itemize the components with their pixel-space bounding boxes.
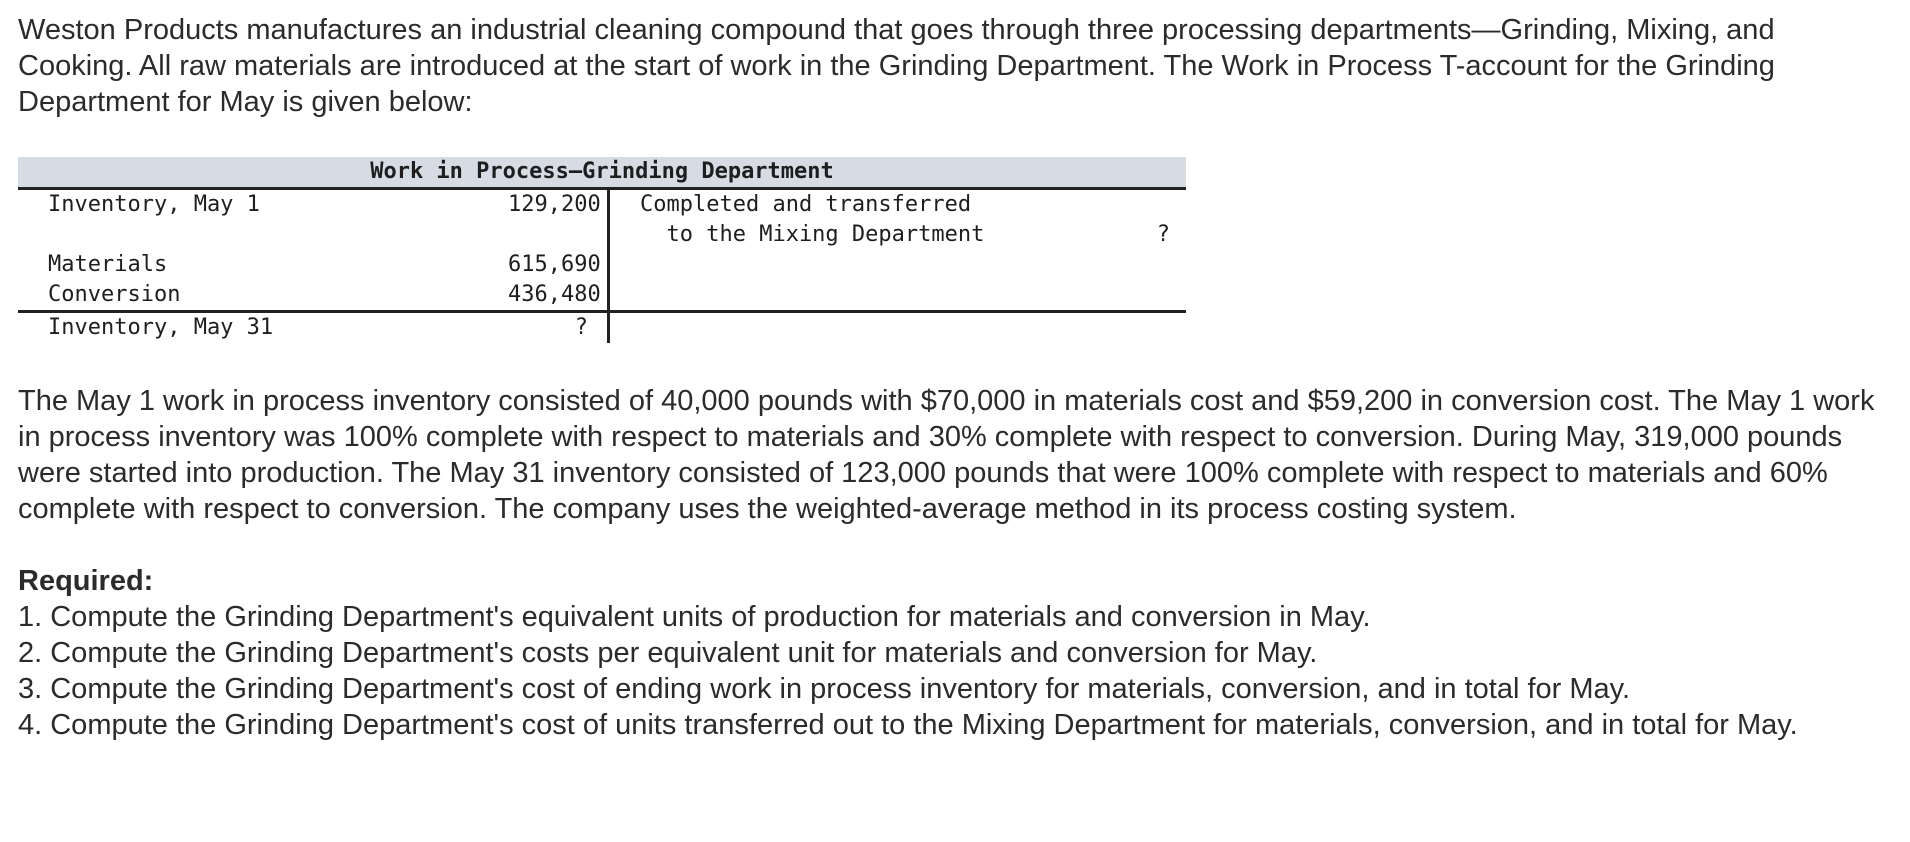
t-account-row — [18, 220, 1186, 250]
debit-label: Inventory, May 1 — [48, 192, 260, 217]
debit-label — [18, 220, 508, 250]
t-account-row — [18, 280, 1186, 310]
debit-label: Conversion — [48, 282, 181, 307]
debit-label: Inventory, May 31 — [48, 315, 274, 340]
required-item: 2. Compute the Grinding Department's costs per equivalent unit for materials and conversion for May. — [18, 637, 1318, 669]
t-account-divider — [588, 190, 610, 220]
required-heading: Required: — [18, 565, 154, 597]
problem-page — [18, 12, 1890, 743]
required-item: 1. Compute the Grinding Department's equivalent units of production for materials and conversion in May. — [18, 601, 1371, 633]
credit-amount — [1130, 250, 1170, 280]
credit-amount — [1130, 280, 1170, 310]
credit-label — [640, 280, 1130, 310]
debit-amount: 436,480 — [508, 282, 601, 307]
debit-amount: ? — [574, 315, 588, 340]
debit-label: Materials — [48, 252, 168, 277]
t-account-divider — [588, 280, 610, 310]
required-item: 4. Compute the Grinding Department's cost of units transferred out to the Mixing Department for materials, conversion, and in total for May. — [18, 709, 1798, 741]
t-account-divider — [588, 313, 610, 343]
credit-label: to the Mixing Department — [640, 222, 985, 247]
intro-paragraph: Weston Products manufactures an industrial cleaning compound that goes through three processing departments—Grinding, Mixing, and Cooking. All raw materials are introduced at the start of work in the Grinding Department. The Work in Process T-account for the Grinding Department for May is given below: — [18, 14, 1775, 118]
t-account-row — [18, 250, 1186, 280]
required-item: 3. Compute the Grinding Department's cost of ending work in process inventory for materials, conversion, and in total for May. — [18, 673, 1631, 705]
credit-amount — [1130, 313, 1170, 343]
t-account-divider — [588, 250, 610, 280]
credit-amount — [1130, 190, 1170, 220]
t-account-balance-row — [18, 310, 1186, 343]
debit-amount: 615,690 — [508, 252, 601, 277]
credit-label — [640, 250, 1130, 280]
t-account-title: Work in Process—Grinding Department — [18, 157, 1186, 190]
debit-amount — [508, 220, 588, 250]
t-account-divider — [588, 220, 610, 250]
details-paragraph: The May 1 work in process inventory consisted of 40,000 pounds with $70,000 in materials cost and $59,200 in conversion cost. The May 1 work in process inventory was 100% complete with respect to materials and 30% complete with respect to conversion. During May, 319,000 pounds were started into production. The May 31 inventory consisted of 123,000 pounds that were 100% complete with respect to materials and 60% complete with respect to conversion. The company uses the weighted-average method in its process costing system. — [18, 385, 1875, 525]
t-account — [18, 157, 1186, 343]
t-account-row — [18, 190, 1186, 220]
debit-amount: 129,200 — [508, 192, 601, 217]
credit-amount: ? — [1156, 222, 1170, 247]
credit-label — [640, 313, 1130, 343]
credit-label: Completed and transferred — [640, 192, 972, 217]
